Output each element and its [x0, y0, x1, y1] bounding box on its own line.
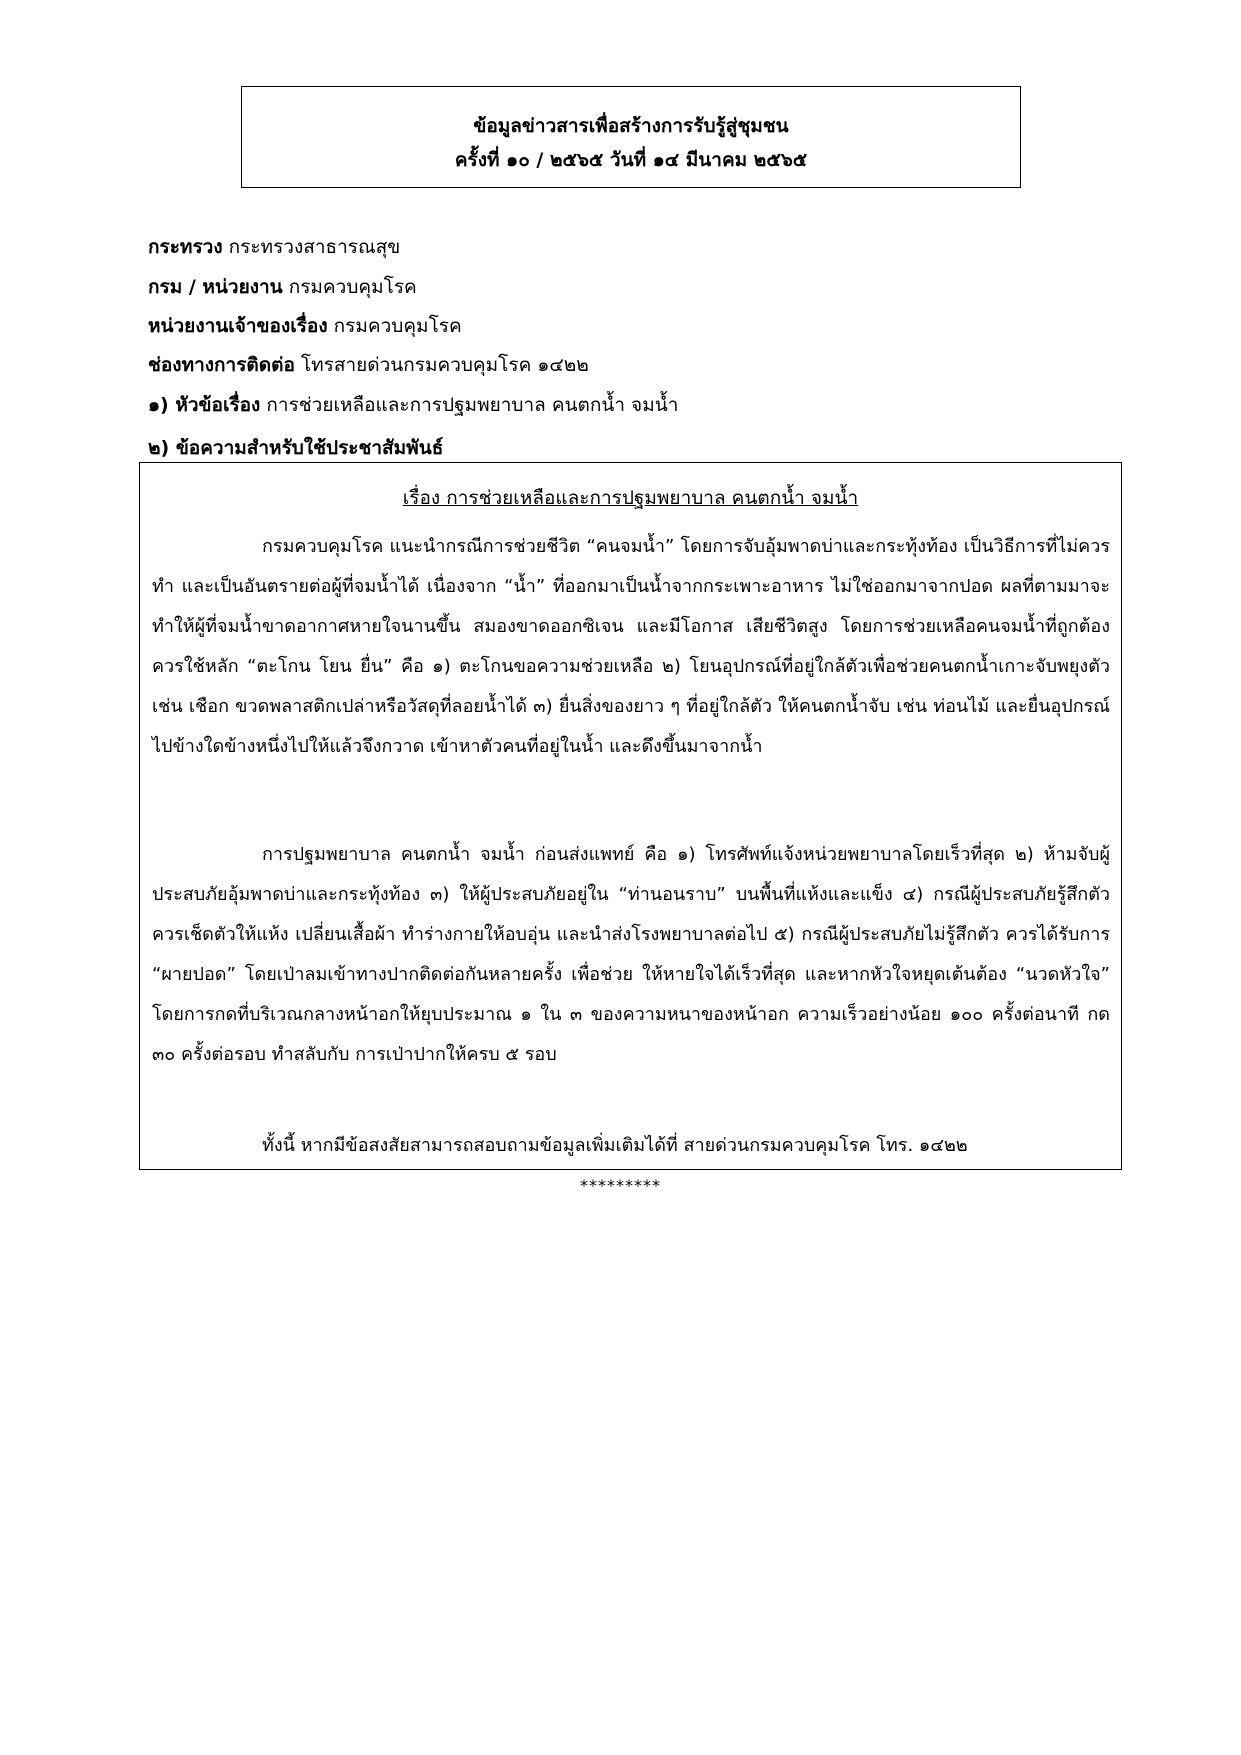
- meta-ministry: [148, 232, 400, 262]
- meta-owner: [148, 311, 462, 341]
- message-title: เรื่อง การช่วยเหลือและการปฐมพยาบาล คนตกน้ำ จมน้ำ: [402, 487, 859, 509]
- meta-department-value: กรมควบคุมโรค: [288, 276, 417, 298]
- header-title: ข้อมูลข่าวสารเพื่อสร้างการรับรู้สู่ชุมชน: [473, 115, 789, 137]
- message-paragraph-first-aid: การปฐมพยาบาล คนตกน้ำ จมน้ำ ก่อนส่งแพทย์ คือ ๑) โทรศัพท์แจ้งหน่วยพยาบาลโดยเร็วที่สุด ๒) ห้ามจับผู้ประสบภัยอุ้มพาดบ่าและกระทุ้งท้อง ๓) ให้ผู้ประสบภัยอยู่ใน “ท่านอนราบ” บนพื้นที่แห้งและแข็ง ๔) กรณีผู้ประสบภัยรู้สึกตัว ควรเช็ดตัวให้แห้ง เปลี่ยนเสื้อผ้า ทำร่างกายให้อบอุ่น และนำส่งโรงพยาบาลต่อไป ๕) กรณีผู้ประสบภัยไม่รู้สึกตัว ควรได้รับการ “ผายปอด” โดยเป่าลมเข้าทางปากติดต่อกันหลายครั้ง เพื่อช่วย ให้หายใจได้เร็วที่สุด และหากหัวใจหยุดเต้นต้อง “นวดหัวใจ” โดยการกดที่บริเวณกลางหน้าอกให้ยุบประมาณ ๑ ใน ๓ ของความหนาของหน้าอก ความเร็วอย่างน้อย ๑๐๐ ครั้งต่อนาที กด ๓๐ ครั้งต่อรอบ ทำสลับกับ การเป่าปากให้ครบ ๕ รอบ: [152, 844, 1110, 1065]
- meta-contact-value: โทรสายด่วนกรมควบคุมโรค ๑๔๒๒: [300, 354, 589, 376]
- meta-topic-value: การช่วยเหลือและการปฐมพยาบาล คนตกน้ำ จมน้ำ: [266, 394, 679, 416]
- meta-owner-label: หน่วยงานเจ้าของเรื่อง: [148, 315, 328, 337]
- meta-contact: [148, 350, 589, 380]
- meta-ministry-label: กระทรวง: [148, 236, 223, 258]
- pr-message-box: [139, 462, 1122, 1170]
- meta-ministry-value: กระทรวงสาธารณสุข: [228, 236, 401, 258]
- message-paragraph-contact: ทั้งนี้ หากมีข้อสงสัยสามารถสอบถามข้อมูลเพิ่มเติมได้ที่ สายด่วนกรมควบคุมโรค โทร. ๑๔๒๒: [262, 1135, 968, 1156]
- meta-pr-heading: ๒) ข้อความสำหรับใช้ประชาสัมพันธ์: [148, 437, 444, 459]
- meta-department-label: กรม / หน่วยงาน: [148, 276, 283, 298]
- document-header-box: [241, 86, 1021, 188]
- footer-separator: *********: [580, 1176, 661, 1195]
- meta-topic-label: ๑) หัวข้อเรื่อง: [148, 394, 261, 416]
- meta-topic: [148, 390, 678, 420]
- header-issue-date: ครั้งที่ ๑๐ / ๒๕๖๕ วันที่ ๑๔ มีนาคม ๒๕๖๕: [454, 149, 808, 171]
- meta-department: [148, 272, 417, 302]
- meta-contact-label: ช่องทางการติดต่อ: [148, 354, 295, 376]
- meta-owner-value: กรมควบคุมโรค: [333, 315, 462, 337]
- message-paragraph-rescue: กรมควบคุมโรค แนะนำกรณีการช่วยชีวิต “คนจมน้ำ” โดยการจับอุ้มพาดบ่าและกระทุ้งท้อง เป็นวิธีการที่ไม่ควรทำ และเป็นอันตรายต่อผู้ที่จมน้ำได้ เนื่องจาก “น้ำ” ที่ออกมาเป็นน้ำจากกระเพาะอาหาร ไม่ใช่ออกมาจากปอด ผลที่ตามมาจะทำให้ผู้ที่จมน้ำขาดอากาศหายใจนานขึ้น สมองขาดออกซิเจน และมีโอกาส เสียชีวิตสูง โดยการช่วยเหลือคนจมน้ำที่ถูกต้อง ควรใช้หลัก “ตะโกน โยน ยื่น” คือ ๑) ตะโกนขอความช่วยเหลือ ๒) โยนอุปกรณ์ที่อยู่ใกล้ตัวเพื่อช่วยคนตกน้ำเกาะจับพยุงตัว เช่น เชือก ขวดพลาสติกเปล่าหรือวัสดุที่ลอยน้ำได้ ๓) ยื่นสิ่งของยาว ๆ ที่อยู่ใกล้ตัว ให้คนตกน้ำจับ เช่น ท่อนไม้ และยื่นอุปกรณ์ไปข้างใดข้างหนึ่งไปให้แล้วจึงกวาด เข้าหาตัวคนที่อยู่ในน้ำ และดึงขึ้นมาจากน้ำ: [152, 536, 1110, 757]
